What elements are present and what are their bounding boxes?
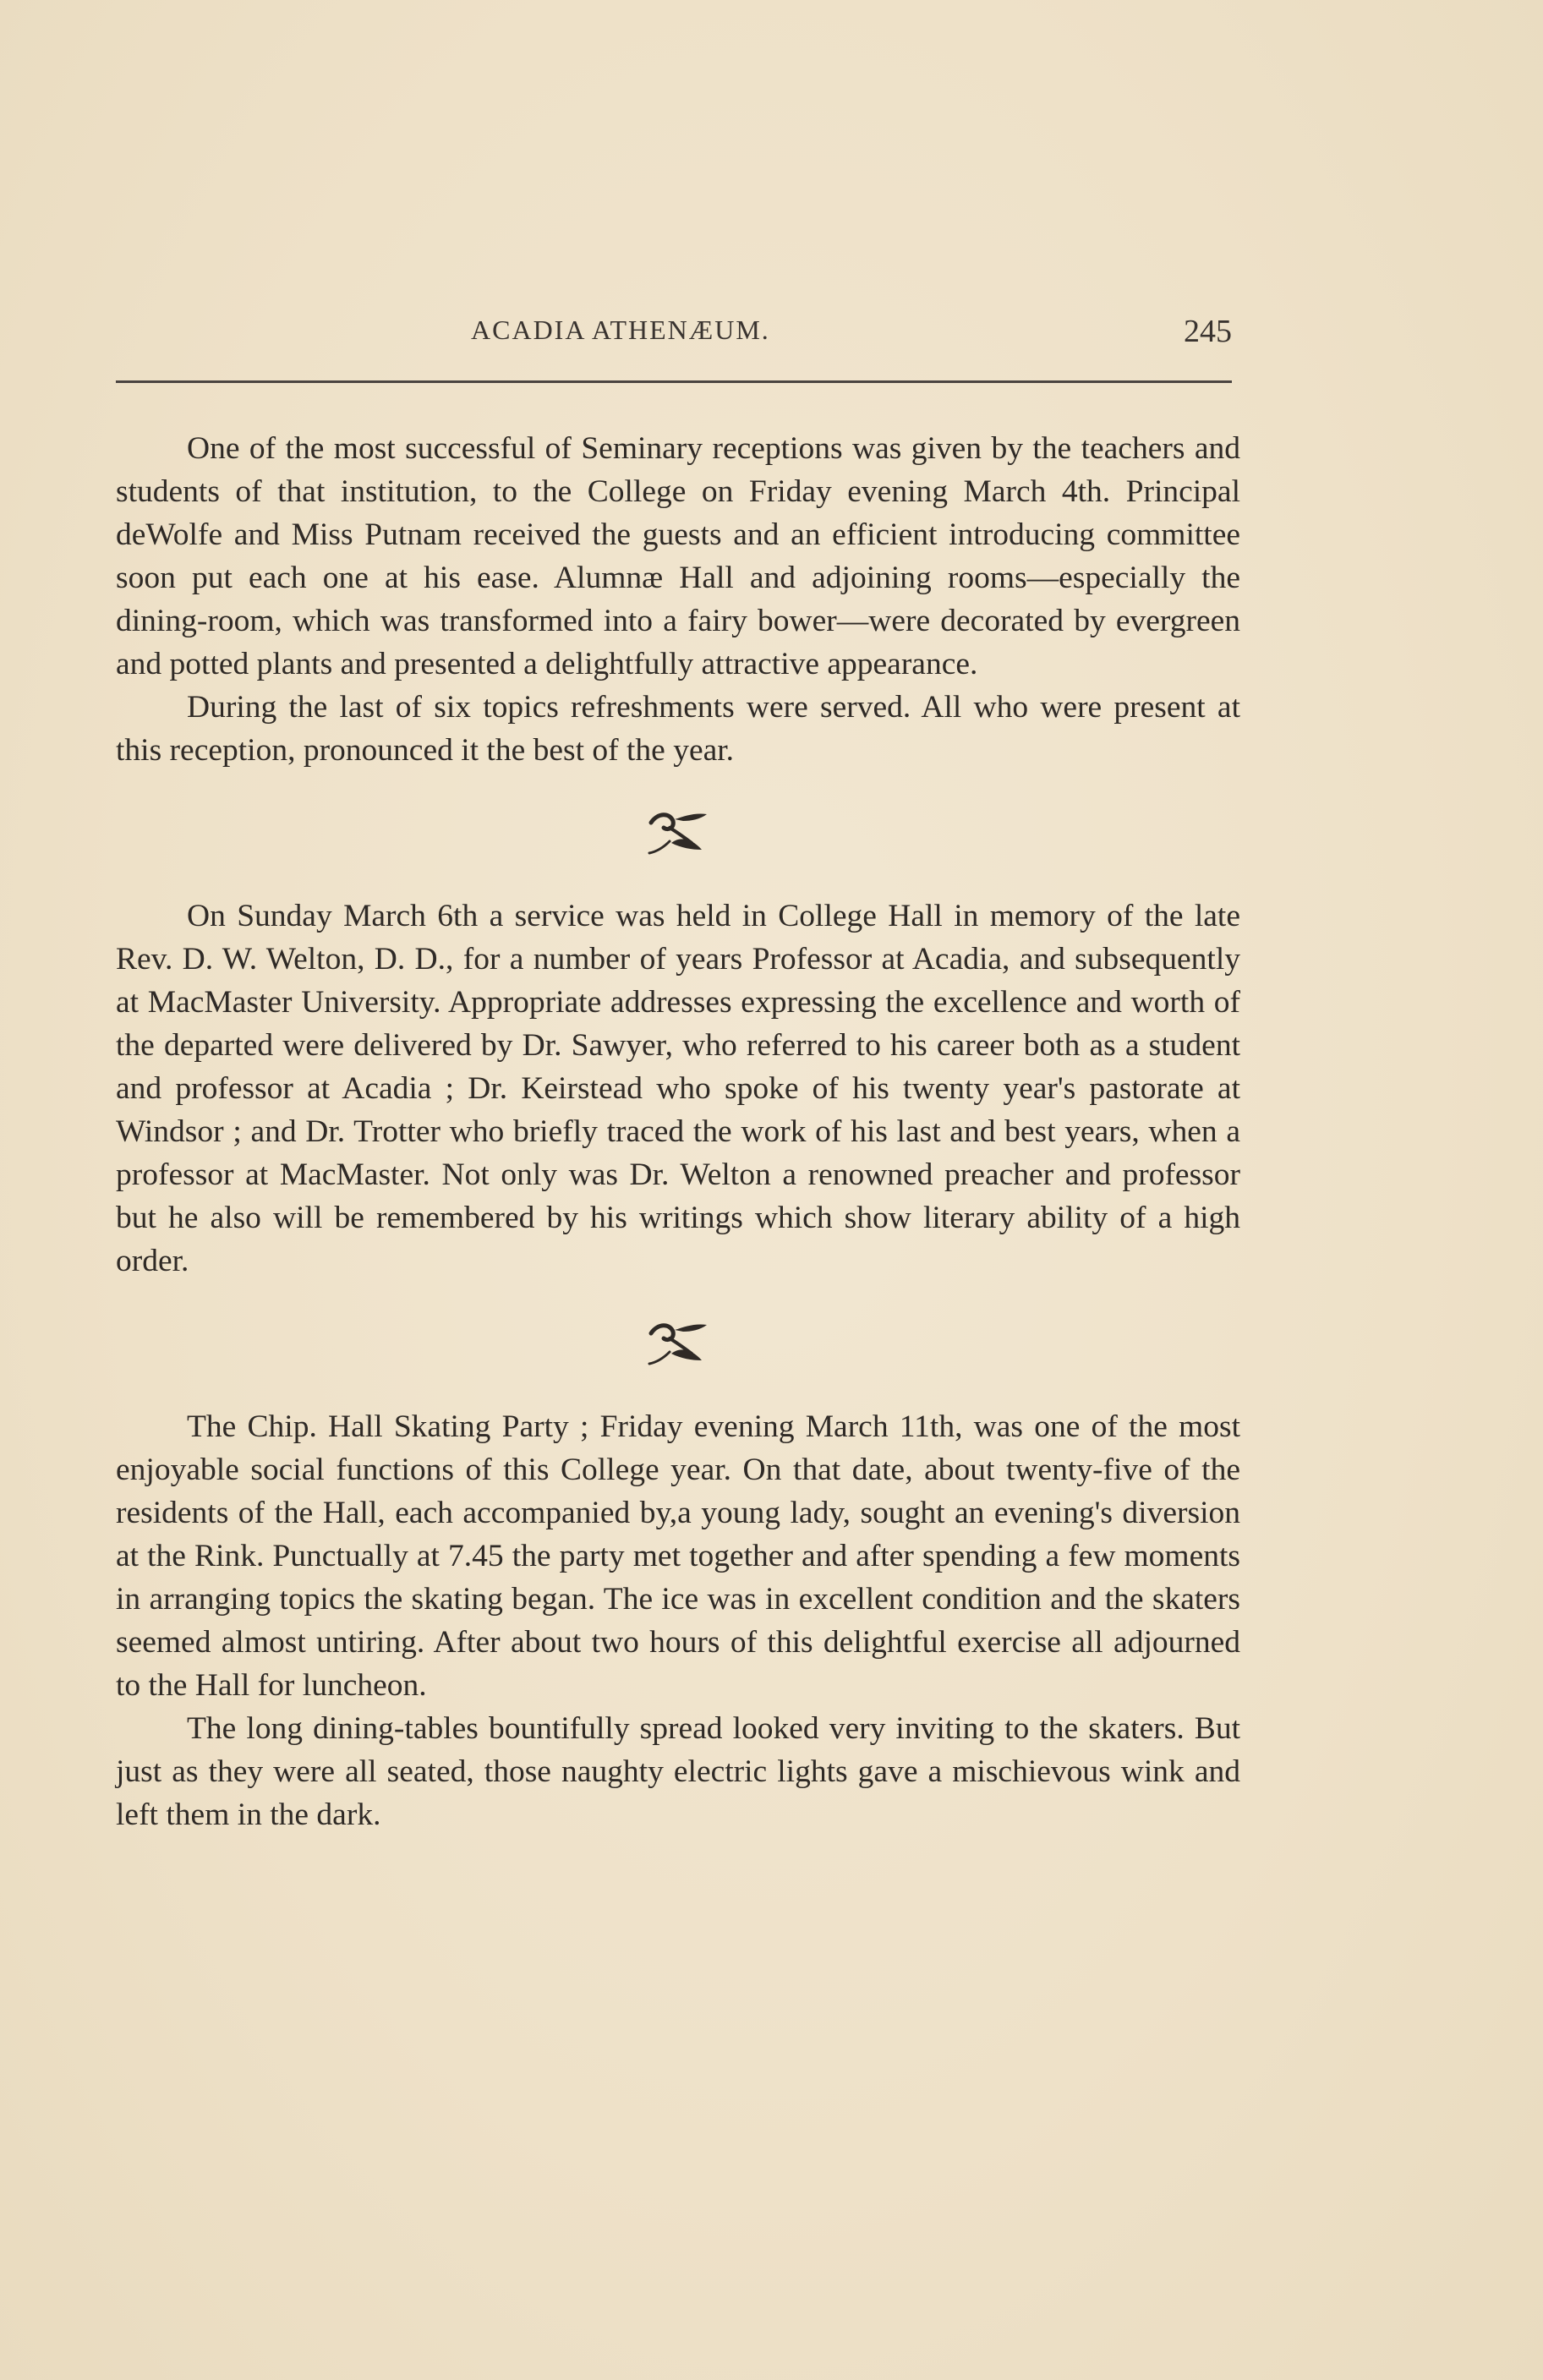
- paragraph-skating-party: The Chip. Hall Skating Party ; Friday evening March 11th, was one of the most enjoyable social functions of this College year. On that date, about twenty-five of the residents of the Hall, each accompanied by,a young lady, sought an evening's diversion at the Rink. Punctually at 7.45 the party met together and after spending a few moments in arranging topics the skating began. The ice was in excellent condition and the skaters seemed almost untiring. After about two hours of this delightful exercise all adjourned to the Hall for luncheon.: [116, 1409, 1240, 1703]
- section-divider: [116, 1283, 1240, 1405]
- paragraph-refreshments: During the last of six topics refreshments were served. All who were present at this reception, pronounced it the best of the year.: [116, 690, 1240, 768]
- section-divider: [116, 772, 1240, 895]
- fleuron-icon: [636, 804, 720, 863]
- paragraph-welton-memorial: On Sunday March 6th a service was held in College Hall in memory of the late Rev. D. W. Welton, D. D., for a number of years Professor at Acadia, and subsequently at MacMaster University. Appropriate addresses expressing the excellence and worth of the departed were delivered by Dr. Sawyer, who referred to his career both as a student and professor at Acadia ; Dr. Keirstead who spoke of his twenty year's pastorate at Windsor ; and Dr. Trotter who briefly traced the work of his last and best years, when a professor at MacMaster. Not only was Dr. Welton a renowned preacher and professor but he also will be remembered by his writings which show literary ability of a high order.: [116, 899, 1240, 1278]
- page-header: [116, 313, 1232, 355]
- paragraph-seminary-reception: One of the most successful of Seminary receptions was given by the teachers and students of that institution, to the College on Friday evening March 4th. Principal deWolfe and Miss Putnam received the guests and an efficient introducing committee soon put each one at his ease. Alumnæ Hall and adjoining rooms—especially the dining-room, which was transformed into a fairy bower—were decorated by evergreen and potted plants and presented a delightfully attractive appearance.: [116, 431, 1240, 681]
- running-title: ACADIA ATHENÆUM.: [471, 315, 770, 345]
- article-body: [116, 427, 1240, 1836]
- page-number: 245: [1184, 314, 1232, 349]
- fleuron-icon: [636, 1315, 720, 1374]
- paragraph-luncheon: The long dining-tables bountifully spread looked very inviting to the skaters. But just as they were all seated, those naughty electric lights gave a mischievous wink and left them in the dark.: [116, 1711, 1240, 1832]
- header-rule: [116, 380, 1232, 383]
